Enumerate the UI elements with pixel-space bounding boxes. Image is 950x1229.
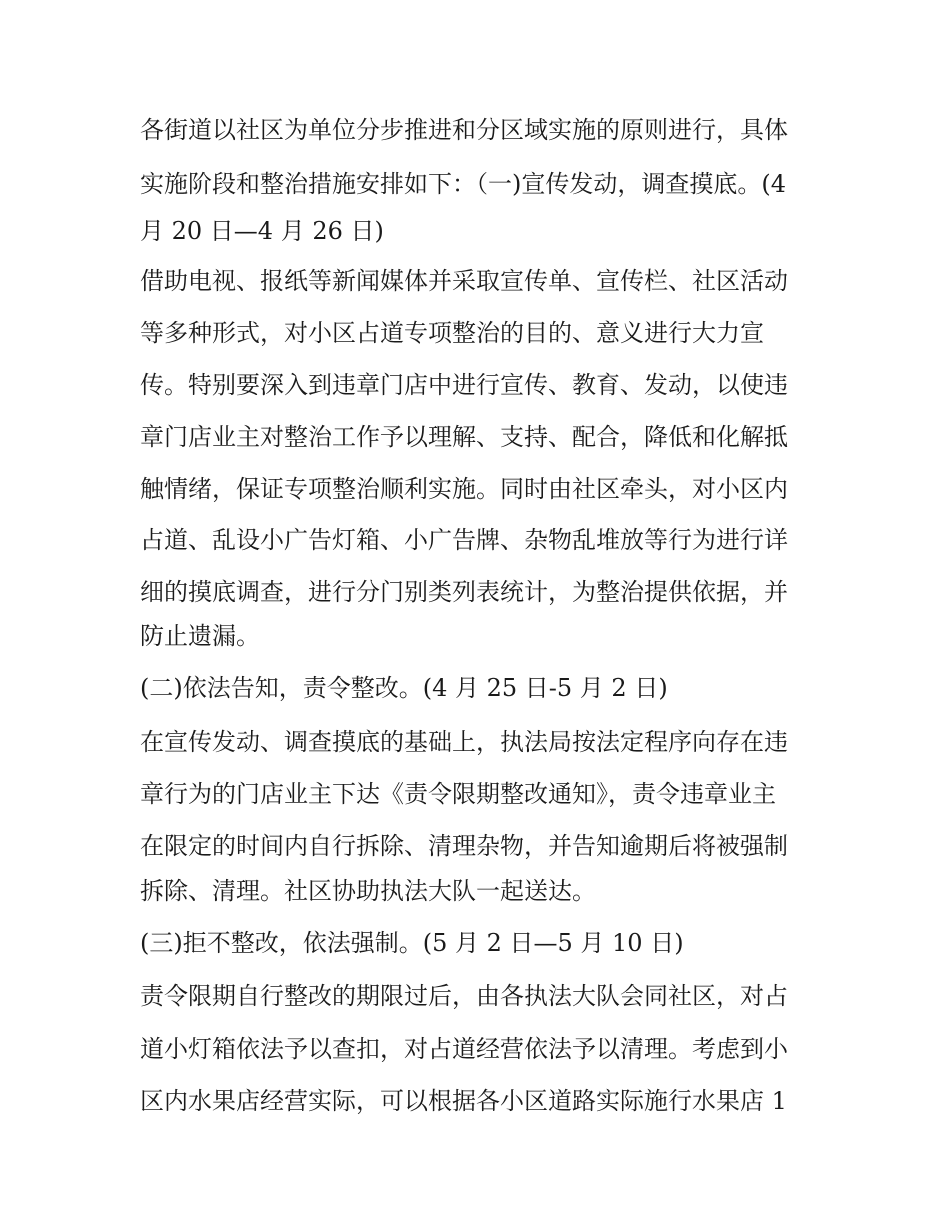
text-line: 各街道以社区为单位分步推进和分区域实施的原则进行，具体	[140, 116, 788, 144]
text-line: 月 20 日—4 月 26 日)	[140, 217, 384, 245]
text-line: 细的摸底调查，进行分门别类列表统计，为整治提供依据，并	[140, 578, 788, 606]
text-line: 章行为的门店业主下达《责令限期整改通知》，责令违章业主	[140, 780, 776, 808]
text-line: 在宣传发动、调查摸底的基础上，执法局按法定程序向存在违	[140, 728, 788, 756]
text-line: 章门店业主对整治工作予以理解、支持、配合，降低和化解抵	[140, 423, 788, 451]
text-line: 等多种形式，对小区占道专项整治的目的、意义进行大力宣	[140, 319, 764, 347]
text-line: 借助电视、报纸等新闻媒体并采取宣传单、宣传栏、社区活动	[140, 267, 788, 295]
section-heading: (二)依法告知，责令整改。(4 月 25 日-5 月 2 日)	[140, 674, 668, 702]
text-line: 防止遗漏。	[140, 622, 260, 650]
text-line: 在限定的时间内自行拆除、清理杂物，并告知逾期后将被强制	[140, 832, 788, 860]
text-line: 传。特别要深入到违章门店中进行宣传、教育、发动，以使违	[140, 371, 788, 399]
section-heading: (三)拒不整改，依法强制。(5 月 2 日—5 月 10 日)	[140, 929, 684, 957]
text-line: 道小灯箱依法予以查扣，对占道经营依法予以清理。考虑到小	[140, 1035, 788, 1063]
text-line: 拆除、清理。社区协助执法大队一起送达。	[140, 877, 596, 905]
text-line: 区内水果店经营实际，可以根据各小区道路实际施行水果店 1	[140, 1087, 787, 1115]
text-line: 触情绪，保证专项整治顺利实施。同时由社区牵头，对小区内	[140, 475, 788, 503]
text-line: 责令限期自行整改的期限过后，由各执法大队会同社区，对占	[140, 982, 788, 1010]
text-line: 占道、乱设小广告灯箱、小广告牌、杂物乱堆放等行为进行详	[140, 526, 788, 554]
text-line: 实施阶段和整治措施安排如下：（一)宣传发动，调查摸底。(4	[140, 170, 786, 198]
